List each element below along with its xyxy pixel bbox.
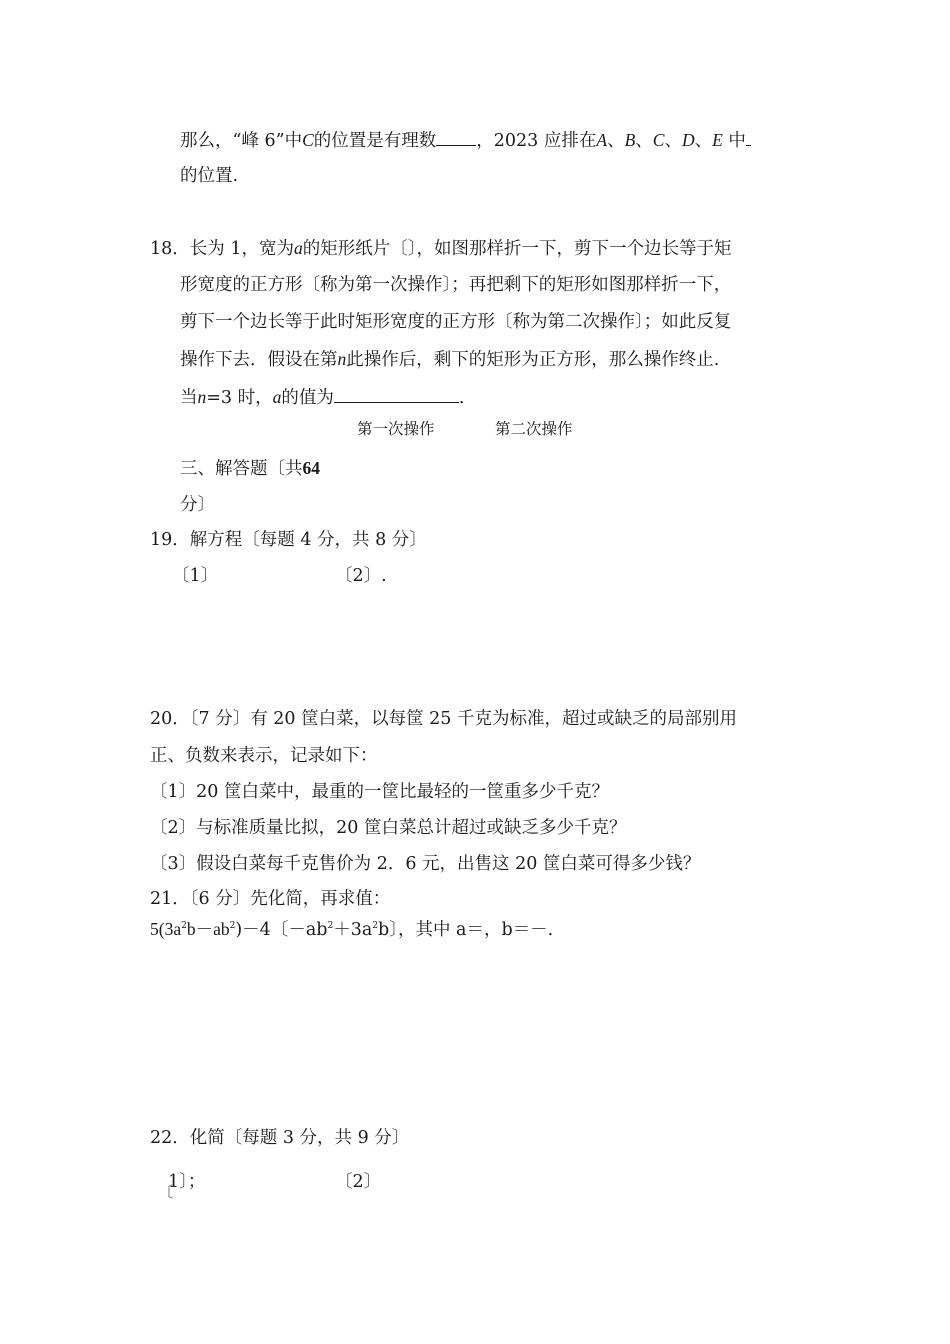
q18-line-3: 剪下一个边长等于此时矩形宽度的正方形〔称为第二次操作〕；如此反复 (180, 312, 732, 332)
q20-line-2: 正、负数来表示，记录如下： (150, 746, 378, 766)
q22-title: 22．化简〔每题 3 分，共 9 分〕 (150, 1128, 410, 1148)
q19-part-2: 〔2〕. (335, 566, 387, 586)
q20-part-3: 〔3〕假设白菜每千克售价为 2．6 元，出售这 20 筐白菜可得多少钱？ (150, 854, 701, 874)
q17-line-2: 的位置. (180, 166, 239, 186)
figure-caption-second: 第二次操作 (495, 420, 573, 438)
section-heading: 三、解答题〔共64 (180, 458, 320, 479)
q18-line-4: 操作下去．假设在第n此操作后，剩下的矩形为正方形，那么操作终止. (180, 349, 720, 370)
q19-title: 19．解方程〔每题 4 分，共 8 分〕 (150, 530, 427, 550)
q22-part-1: 1〕； (168, 1172, 206, 1192)
q20-part-1: 〔1〕20 筐白菜中，最重的一筐比最轻的一筐重多少千克？ (150, 782, 609, 802)
q22-open-paren: 〔 (158, 1183, 174, 1201)
answer-blank (436, 127, 476, 146)
q21-expression: $5(3a^2b-ab^2)-4$〔$-ab^2+3a^2b$〕，其中 a＝，b＝－. (150, 919, 554, 940)
q22-part-2: 〔2〕 (335, 1172, 382, 1192)
q20-part-2: 〔2〕与标准质量比拟，20 筐白菜总计超过或缺乏多少千克？ (150, 818, 627, 838)
q20-line-1: 20．〔7 分〕有 20 筐白菜，以每筐 25 千克为标准，超过或缺乏的局部别用 (150, 709, 737, 729)
answer-blank (746, 127, 751, 146)
q18-line-1: 18．长为 1，宽为a的矩形纸片〔〕，如图那样折一下，剪下一个边长等于矩 (150, 238, 732, 259)
q17-line-1: 那么，“峰 6”中C的位置是有理数 ，2023 应排在A、B、C、D、E 中 (180, 127, 751, 153)
section-heading-line-2: 分〕 (180, 495, 215, 515)
q18-line-5: 当n=3 时，a的值为 . (180, 384, 464, 410)
q21-title: 21．〔6 分〕先化简，再求值： (150, 889, 391, 909)
q19-part-1: 〔1〕 (172, 566, 219, 586)
figure-caption-first: 第一次操作 (357, 420, 435, 438)
answer-blank (334, 384, 459, 403)
q18-line-2: 形宽度的正方形〔称为第一次操作〕；再把剩下的矩形如图那样折一下， (180, 275, 732, 295)
